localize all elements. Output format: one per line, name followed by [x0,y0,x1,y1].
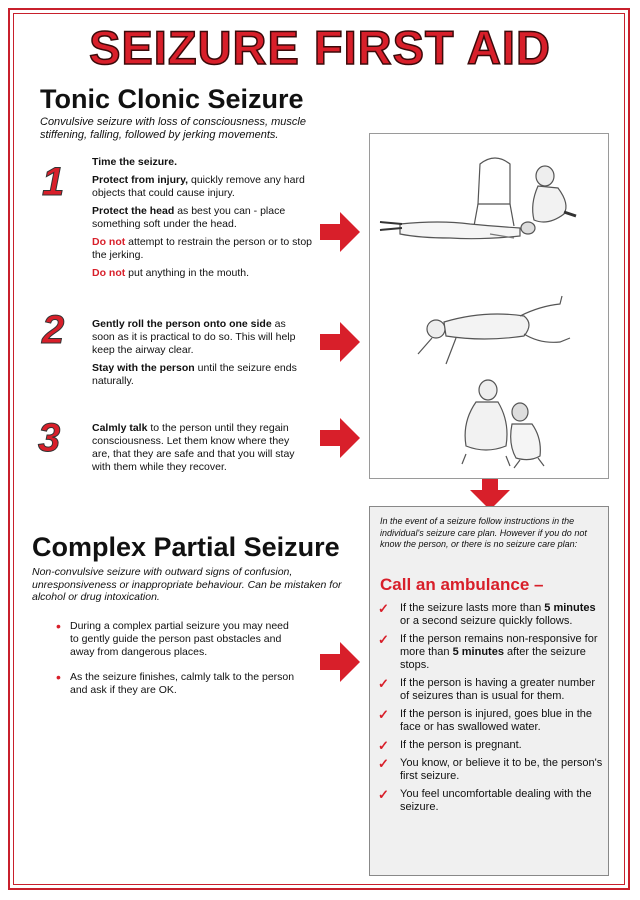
step-2-number: 2 [42,308,65,352]
scene-protect-head-illustration [380,158,576,239]
illustration-panel [369,133,609,479]
check-icon: ✓ [378,601,389,616]
check-icon: ✓ [378,676,389,691]
red-arrow-icon [318,640,362,684]
checklist-text: If the person remains non-responsive for more than 5 minutes after the seizure stops. [400,633,598,671]
step-3-talk-text: to the person until they regain consciousness. Let them know where they are, that they are safe and that you will stay with them while they recover. [92,422,295,473]
step-2-stay-text: until the seizure ends naturally. [92,362,297,387]
checklist-text: If the seizure lasts more than 5 minutes or a second seizure quickly follows. [400,602,596,627]
check-icon: ✓ [378,787,389,802]
step-2-roll-bold: Gently roll the person onto one side [92,318,272,330]
list-item: • During a complex partial seizure you may need to gently guide the person past obstacles and away from dangerous places. [56,618,289,658]
step-1-donot-1: Do not [92,236,126,248]
scene-calm-talk-illustration [462,380,544,468]
red-arrow-icon [318,210,362,254]
checklist-text: If the person is pregnant. [400,739,522,751]
step-2-stay-bold: Stay with the person [92,362,195,374]
red-arrow-icon [318,416,362,460]
step-1-donot-1-text: attempt to restrain the person or to stop the jerking. [92,236,313,261]
checklist-item [378,677,604,703]
check-icon: ✓ [378,756,389,771]
call-ambulance-heading: Call an ambulance – [380,575,544,594]
first-aid-illustrations [370,134,608,478]
list-item: • As the seizure finishes, calmly talk to the person and ask if they are OK. [56,669,295,696]
checklist-item [378,708,604,734]
step-3-number: 3 [38,416,61,460]
complex-partial-bullets [56,618,300,709]
step-1-protect-bold: Protect from injury, [92,174,189,186]
step-2-text [92,318,307,393]
step-1-number: 1 [42,160,65,204]
check-icon: ✓ [378,738,389,753]
bullet-icon: • [56,618,61,634]
checklist-item [378,788,604,814]
red-arrow-icon [318,320,362,364]
checklist-text: You feel uncomfortable dealing with the seizure. [400,788,592,813]
page-title: SEIZURE FIRST AID [89,21,551,74]
ambulance-checklist [378,602,604,819]
complex-partial-heading: Complex Partial Seizure [32,532,340,562]
ambulance-intro: In the event of a seizure follow instructions in the individual's seizure care plan. However if you do not know the person, or there is no seizure care plan: [380,516,587,549]
tonic-clonic-heading: Tonic Clonic Seizure [40,84,304,114]
check-icon: ✓ [378,632,389,647]
step-3-text [92,422,302,479]
checklist-item [378,739,604,752]
step-1-donot-2-text: put anything in the mouth. [125,267,249,279]
check-icon: ✓ [378,707,389,722]
checklist-item [378,757,604,783]
checklist-text: If the person is injured, goes blue in the face or has swallowed water. [400,708,593,733]
step-1-text [92,156,324,285]
checklist-text: You know, or believe it to be, the person's first seizure. [400,757,603,782]
step-1-donot-2: Do not [92,267,126,279]
step-1-head-bold: Protect the head [92,205,175,217]
checklist-item [378,602,604,628]
step-1-time: Time the seizure. [92,156,178,168]
checklist-item [378,633,604,672]
bullet-icon: • [56,669,61,685]
step-1-protect-text: quickly remove any hard objects that could cause injury. [92,174,305,199]
step-3-talk-bold: Calmly talk [92,422,148,434]
tonic-clonic-description: Convulsive seizure with loss of consciousness, muscle stiffening, falling, followed by jerking movements. [40,116,306,141]
step-1-head-text: as best you can - place something soft under the head. [92,205,286,230]
step-2-roll-text: as soon as it is practical to do so. This will help keep the airway clear. [92,318,296,356]
checklist-text: If the person is having a greater number of seizures than is usual for them. [400,677,596,702]
scene-recovery-position-illustration [418,296,570,364]
complex-partial-description: Non-convulsive seizure with outward signs of confusion, unresponsiveness or inappropriate behaviour. Can be mistaken for alcohol or drug intoxication. [32,566,342,603]
